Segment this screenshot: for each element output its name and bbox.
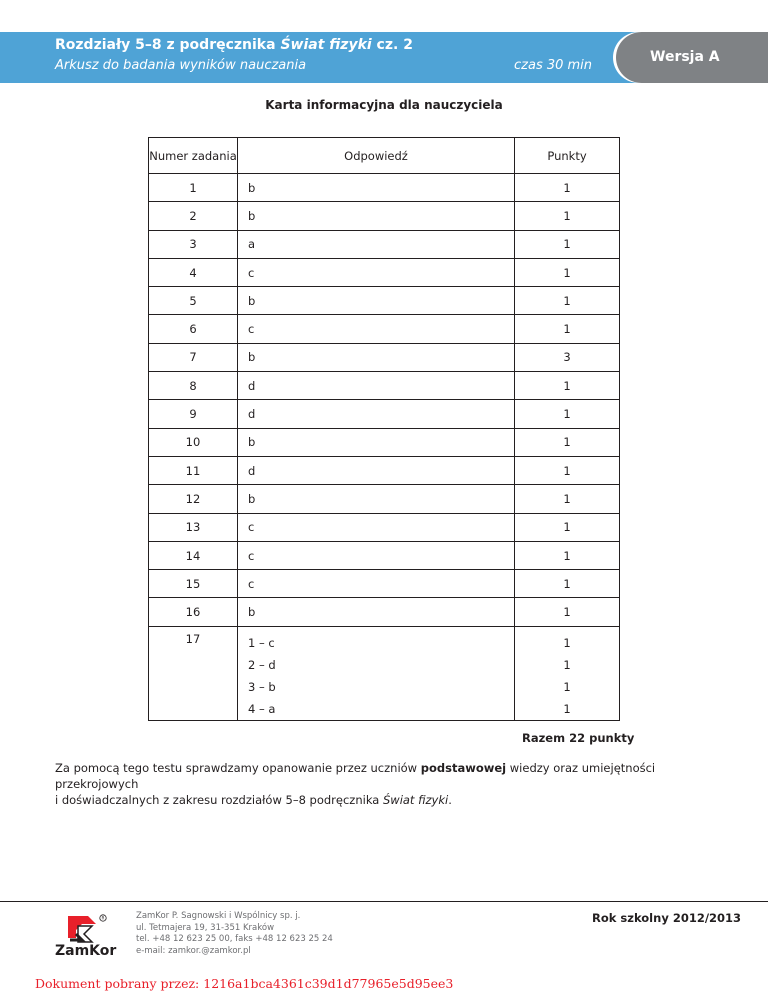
- table-row: [149, 400, 620, 428]
- points-cell: 1: [515, 541, 620, 569]
- header-answer: Odpowiedź: [238, 138, 515, 174]
- task-number: 16: [149, 598, 238, 626]
- task-number: 12: [149, 485, 238, 513]
- answer-cell: d: [238, 456, 515, 484]
- answer-cell: c: [238, 315, 515, 343]
- answer-cell: a: [238, 230, 515, 258]
- answer-cell: [238, 626, 515, 720]
- footer-divider: [0, 901, 768, 902]
- card-title: Karta informacyjna dla nauczyciela: [265, 98, 503, 112]
- points-cell: 1: [515, 598, 620, 626]
- points-cell: 1: [515, 174, 620, 202]
- table-row: [149, 315, 620, 343]
- task-number: 5: [149, 287, 238, 315]
- points-cell: 1: [515, 513, 620, 541]
- logo-text: ZamKor: [55, 943, 117, 959]
- task-number: 11: [149, 456, 238, 484]
- task-number: 13: [149, 513, 238, 541]
- table-body: [149, 174, 620, 627]
- answer-cell: c: [238, 513, 515, 541]
- task-number: 7: [149, 343, 238, 371]
- task-number: 8: [149, 372, 238, 400]
- answer-cell: b: [238, 202, 515, 230]
- answer-cell: d: [238, 400, 515, 428]
- points-line: 1: [563, 657, 571, 672]
- svg-text:R: R: [101, 915, 105, 921]
- answer-cell: b: [238, 343, 515, 371]
- points-line: 1: [563, 679, 571, 694]
- answer-line: 4 – a: [248, 701, 276, 716]
- download-watermark: Dokument pobrany przez: 1216a1bca4361c39d1d77965e5d95ee3: [35, 976, 454, 991]
- answer-cell: b: [238, 485, 515, 513]
- task-number: 4: [149, 258, 238, 286]
- description: Za pomocą tego testu sprawdzamy opanowanie przez uczniów podstawowej wiedzy oraz umiejętności przekrojowych i doświadczalnych z zakresu rozdziałów 5–8 podręcznika Świat fizyki.: [55, 761, 656, 807]
- address-line: ZamKor P. Sagnowski i Wspólnicy sp. j.: [136, 911, 301, 921]
- table-row: [149, 230, 620, 258]
- points-cell: 1: [515, 400, 620, 428]
- table-row: [149, 456, 620, 484]
- task-number: 15: [149, 570, 238, 598]
- task-number: 6: [149, 315, 238, 343]
- answer-cell: b: [238, 598, 515, 626]
- header-task-number: Numer zadania: [149, 138, 238, 174]
- answer-cell: d: [238, 372, 515, 400]
- table-row: [149, 287, 620, 315]
- publisher-address: [136, 911, 333, 957]
- version-label: Wersja A: [650, 49, 720, 65]
- address-line: e-mail: zamkor.@zamkor.pl: [136, 945, 251, 956]
- task-number: 14: [149, 541, 238, 569]
- answer-line: 2 – d: [248, 657, 276, 672]
- answer-cell: b: [238, 428, 515, 456]
- points-cell: 1: [515, 315, 620, 343]
- task-number: 9: [149, 400, 238, 428]
- points-cell: 1: [515, 372, 620, 400]
- table-row: [149, 541, 620, 569]
- answer-cell: c: [238, 258, 515, 286]
- header-time: czas 30 min: [514, 58, 593, 73]
- points-cell: 1: [515, 570, 620, 598]
- answer-cell: c: [238, 570, 515, 598]
- school-year: Rok szkolny 2012/2013: [592, 911, 742, 925]
- header-title: Rozdziały 5–8 z podręcznika Świat fizyki cz. 2: [55, 37, 413, 53]
- header-points: Punkty: [515, 138, 620, 174]
- points-cell: [515, 626, 620, 720]
- points-cell: 1: [515, 258, 620, 286]
- table-row: [149, 570, 620, 598]
- points-cell: 1: [515, 287, 620, 315]
- points-cell: 1: [515, 456, 620, 484]
- task-number: 1: [149, 174, 238, 202]
- table-row-17: [149, 626, 620, 720]
- table-row: [149, 598, 620, 626]
- table-row: [149, 372, 620, 400]
- table-row: [149, 202, 620, 230]
- points-line: 1: [563, 635, 571, 650]
- points-cell: 1: [515, 230, 620, 258]
- answer-cell: b: [238, 287, 515, 315]
- total-points: Razem 22 punkty: [522, 731, 635, 745]
- answer-cell: b: [238, 174, 515, 202]
- table-row: [149, 258, 620, 286]
- table-row: [149, 174, 620, 202]
- task-number: 2: [149, 202, 238, 230]
- table-row: [149, 343, 620, 371]
- task-number: 17: [149, 626, 238, 720]
- answer-line: 3 – b: [248, 679, 276, 694]
- points-cell: 1: [515, 485, 620, 513]
- answer-line: 1 – c: [248, 635, 275, 650]
- points-cell: 1: [515, 428, 620, 456]
- address-line: tel. +48 12 623 25 00, faks +48 12 623 25 24: [136, 934, 333, 944]
- answers-table: [148, 137, 620, 721]
- task-number: 10: [149, 428, 238, 456]
- table-header-row: [149, 138, 620, 174]
- points-cell: 1: [515, 202, 620, 230]
- task-number: 3: [149, 230, 238, 258]
- answer-cell: c: [238, 541, 515, 569]
- header-subtitle: Arkusz do badania wyników nauczania: [55, 58, 307, 73]
- table-row: [149, 485, 620, 513]
- table-row: [149, 428, 620, 456]
- table-row: [149, 513, 620, 541]
- address-line: ul. Tetmajera 19, 31-351 Kraków: [136, 922, 275, 933]
- points-line: 1: [563, 701, 571, 716]
- points-cell: 3: [515, 343, 620, 371]
